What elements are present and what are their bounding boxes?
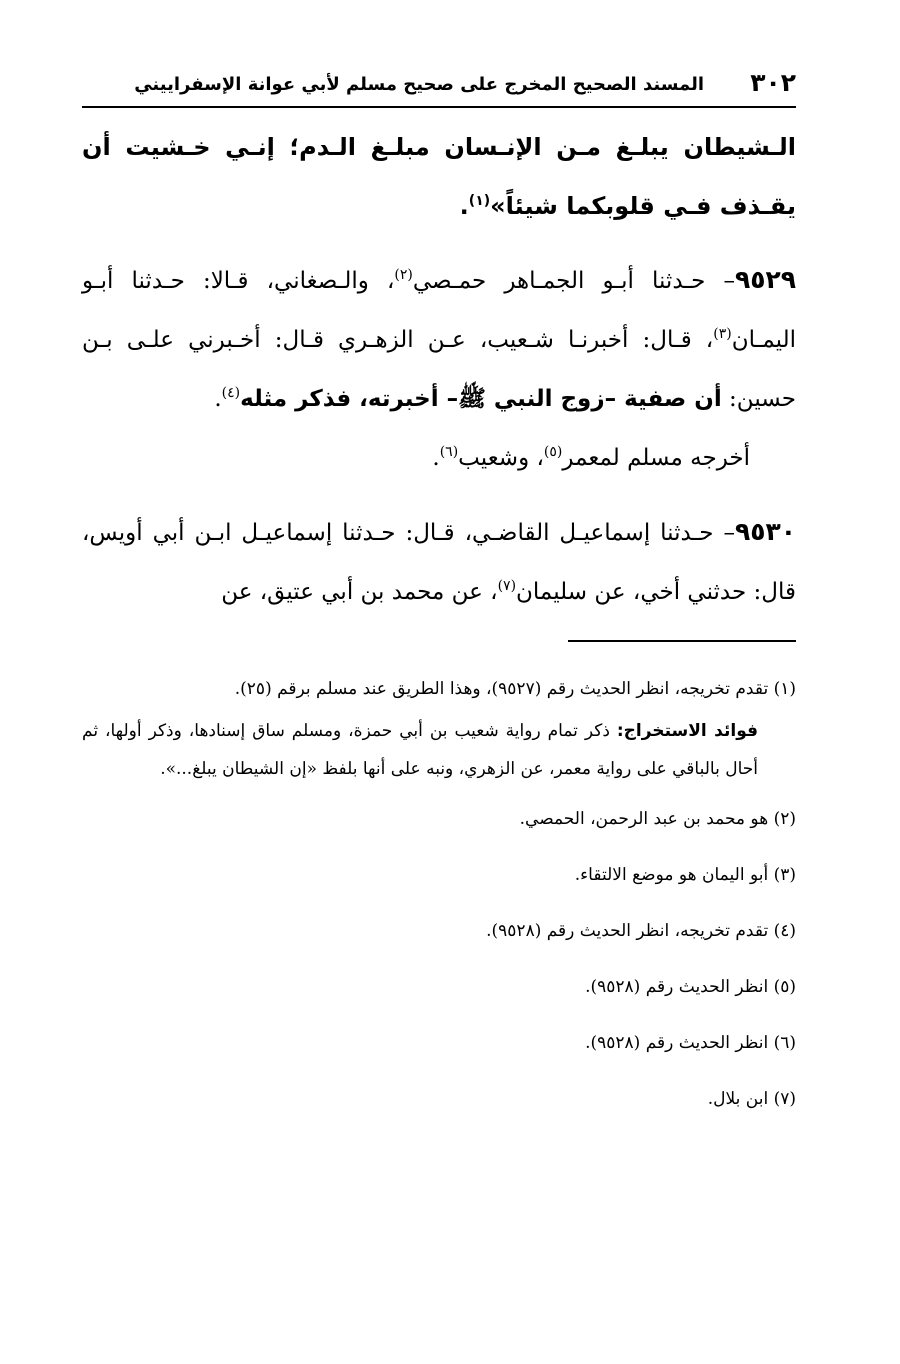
footnote-4: (٤) تقدم تخريجه، انظر الحديث رقم (٩٥٢٨).: [486, 921, 796, 941]
hadith-9530: [82, 502, 796, 622]
footnotes: [82, 670, 796, 1124]
isnad-part-3: ، قـال: أخبرنـا شـعيب، عـن الزهـري قـال: أخـبرني علـى بـن حسين:: [82, 327, 796, 412]
isnad-part-2: ، والـصغاني، قـالا: حـدثنا أبـو اليمـان: [82, 268, 796, 353]
footnote-7: (٧) ابن بلال.: [707, 1089, 796, 1109]
isnad-part-1: – حـدثنا إسماعيـل القاضـي، قـال: حـدثنا إسماعيـل ابـن أبي أويس، قال: حدثني أخي، عن سليمان: [82, 520, 796, 605]
running-title: المسند الصحيح المخرج على صحيح مسلم لأبي عوانة الإسفراييني: [134, 74, 704, 95]
hadith-end: .: [214, 386, 222, 412]
takhrij-part-2: ، وشعيب: [458, 445, 544, 471]
continuation-text: الـشيطان يبلـغ مـن الإنـسان مبلـغ الـدم؛ إنـي خـشيت أن يقـذف فـي قلوبكما شيئاً»: [82, 133, 796, 220]
isnad-part-2: ، عن محمد بن أبي عتيق، عن: [221, 579, 498, 605]
fawaid-note: [82, 712, 796, 788]
hadith-9529: [82, 250, 796, 429]
isnad-part-1: – حـدثنا أبـو الجمـاهر حمـصي: [412, 268, 735, 294]
footnote-3: (٣) أبو اليمان هو موضع الالتقاء.: [574, 865, 796, 885]
footnote-ref-6: (٦): [439, 444, 459, 460]
hadith-number: ٩٥٣٠: [734, 517, 796, 546]
takhrij-end: .: [432, 445, 440, 471]
footnote-6: (٦) انظر الحديث رقم (٩٥٢٨).: [585, 1033, 796, 1053]
takhrij-line: [82, 429, 796, 488]
footnote-5: (٥) انظر الحديث رقم (٩٥٢٨).: [585, 977, 796, 997]
footnote-ref-2: (٢): [394, 267, 413, 283]
footnote-ref-1: (١): [468, 193, 491, 209]
paragraph-continuation: [82, 118, 796, 236]
fawaid-text: ذكر تمام رواية شعيب بن أبي حمزة، ومسلم ساق إسنادها، وذكر أولها، ثم أحال بالباقي على رواية معمر، عن الزهري، ونبه على أنها بلفظ «إن الشيطان يبلغ...».: [82, 721, 758, 779]
page-number: ٣٠٢: [750, 68, 796, 97]
footnote-ref-7: (٧): [497, 578, 517, 594]
footnote-divider: [568, 640, 796, 642]
running-header: [82, 66, 796, 108]
footnote-ref-3: (٣): [713, 326, 732, 342]
footnote-1: (١) تقدم تخريجه، انظر الحديث رقم (٩٥٢٧)، وهذا الطريق عند مسلم برقم (٢٥).: [234, 679, 796, 699]
footnote-ref-4: (٤): [221, 385, 241, 401]
paragraph-end: .: [459, 192, 469, 220]
main-text: [82, 118, 796, 622]
fawaid-label: فوائد الاستخراج:: [616, 721, 758, 741]
footnote-ref-5: (٥): [543, 444, 563, 460]
footnote-2: (٢) هو محمد بن عبد الرحمن، الحمصي.: [519, 809, 796, 829]
hadith-matn: أن صفية –زوج النبي ﷺ– أخبرته، فذكر مثله: [240, 386, 722, 412]
takhrij-part-1: أخرجه مسلم لمعمر: [562, 445, 750, 471]
hadith-number: ٩٥٢٩: [734, 265, 796, 294]
